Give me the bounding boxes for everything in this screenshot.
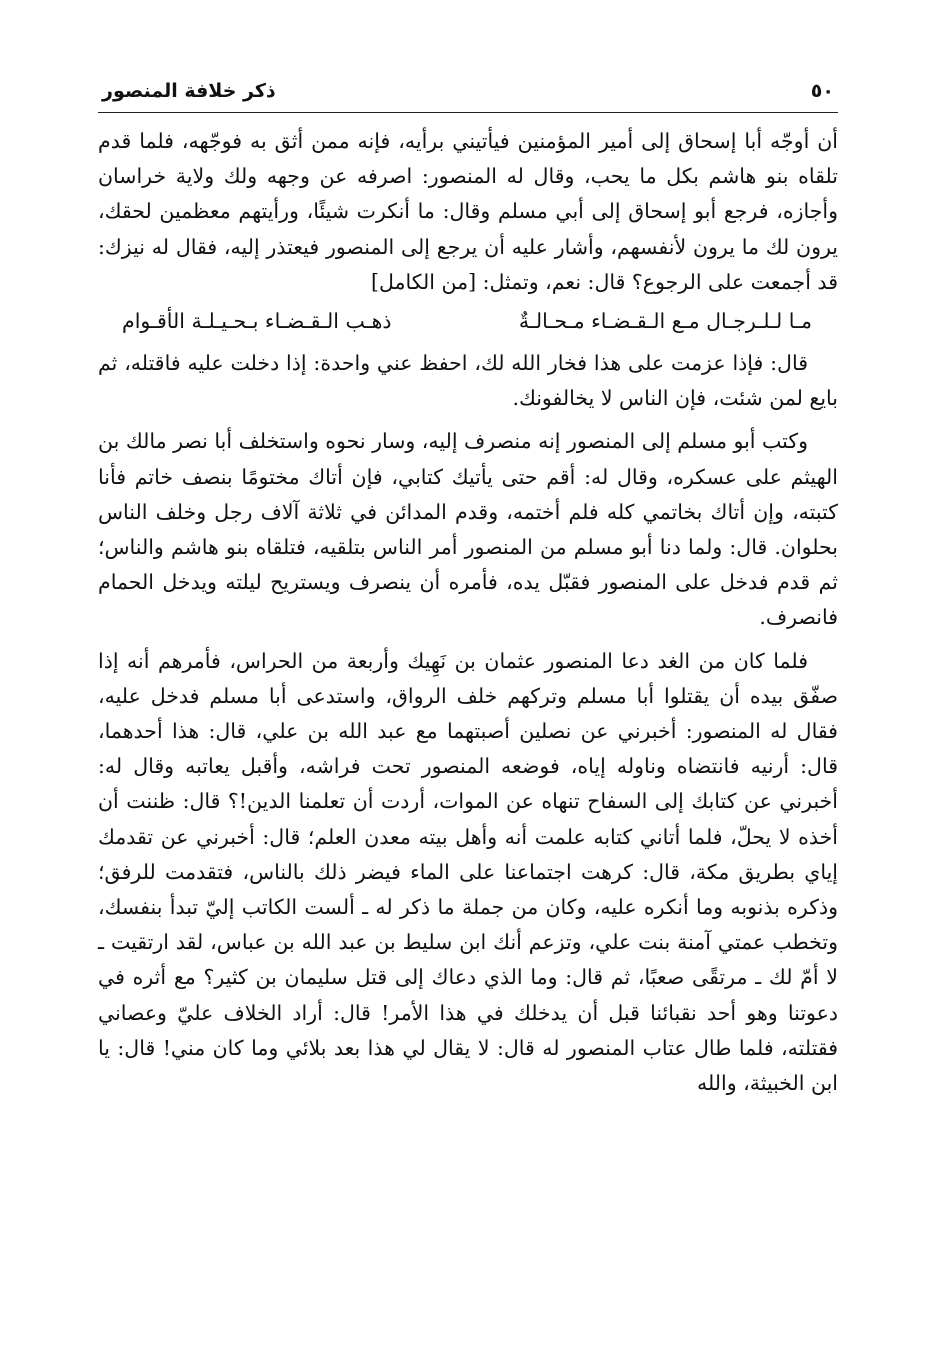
header-rule xyxy=(98,112,838,113)
page-number: ٥٠ xyxy=(810,80,834,102)
paragraph-4: فلما كان من الغد دعا المنصور عثمان بن نَهِيك وأربعة من الحراس، فأمرهم أنه إذا صفّق بيده أن يقتلوا أبا مسلم وتركهم خلف الرواق، واستدعى أبا مسلم فدخل عليه، فقال له المنصور: أخبرني عن نصلين أصبتهما مع عبد الله بن علي، قال: هذا أحدهما، قال: أرنيه فانتضاه وناوله إياه، فوضعه المنصور تحت فراشه، وأقبل يعاتبه وقال له: أخبرني عن كتابك إلى السفاح تنهاه عن الموات، أردت أن تعلمنا الدين!؟ قال: ظننت أن أخذه لا يحلّ، فلما أتاني كتابه علمت أنه وأهل بيته معدن العلم؛ قال: أخبرني عن تقدمك إياي بطريق مكة، قال: كرهت اجتماعنا على الماء فيضر ذلك بالناس، فتقدمت للرفق؛ وذكره بذنوبه وما أنكره عليه، وكان من جملة ما ذكر له ـ ألست الكاتب إليّ تبدأ بنفسك، وتخطب عمتي آمنة بنت علي، وتزعم أنك ابن سليط بن عبد الله بن عباس، لقد ارتقيت ـ لا أمّ لك ـ مرتقًى صعبًا، ثم قال: وما الذي دعاك إلى قتل سليمان بن كثير؟ مع أثره في دعوتنا وهو أحد نقبائنا قبل أن يدخلك في هذا الأمر! قال: أراد الخلاف عليّ وعصاني فقتلته، فلما طال عتاب المنصور له قال: لا يقال لي هذا بعد بلائي وما كان مني! قال: يا ابن الخبيثة، والله xyxy=(98,648,838,1096)
paragraph-3: وكتب أبو مسلم إلى المنصور إنه منصرف إليه، وسار نحوه واستخلف أبا نصر مالك بن الهيثم على عسكره، وقال له: أقم حتى يأتيك كتابي، فإن أتاك مختومًا بنصف خاتم فأنا كتبته، وإن أتاك بخاتمي كله فلم أختمه، وقدم المدائن في ثلاثة آلاف رجل وخلف الناس بحلوان. قال: ولما دنا أبو مسلم من المنصور أمر الناس بتلقيه، فتلقاه بنو هاشم والناس؛ ثم قدم فدخل على المنصور فقبّل يده، فأمره أن ينصرف ويستريح ليلته ويدخل الحمام فانصرف. xyxy=(98,429,838,630)
book-page xyxy=(98,72,838,1101)
poetry-verse xyxy=(98,302,838,340)
body-text xyxy=(98,124,838,1101)
chapter-title: ذكر خلافة المنصور xyxy=(102,80,276,102)
paragraph-2: قال: فإذا عزمت على هذا فخار الله لك، احفظ عني واحدة: إذا دخلت عليه فاقتله، ثم بايع لمن شئت، فإن الناس لا يخالفونك. xyxy=(98,351,838,411)
verse-first-hemistich: مـا لـلـرجـال مـع الـقـضـاء مـحـالـةٌ xyxy=(518,309,812,334)
running-head xyxy=(98,72,838,106)
verse-second-hemistich: ذهـب الـقـضـاء بـحـيـلـة الأقـوام xyxy=(122,309,392,334)
paragraph-1: أن أوجّه أبا إسحاق إلى أمير المؤمنين فيأتيني برأيه، فإنه ممن أثق به فوجّهه، فلما قدم تلقاه بنو هاشم بكل ما يحب، وقال له المنصور: اصرفه عن وجهه ولك ولاية خراسان وأجازه، فرجع أبو إسحاق إلى أبي مسلم وقال: ما أنكرت شيئًا، ورأيتهم معظمين لحقك، يرون لك ما يرون لأنفسهم، وأشار عليه أن يرجع إلى المنصور فيعتذر إليه، فقال له نيزك: قد أجمعت على الرجوع؟ قال: نعم، وتمثل: [من الكامل] xyxy=(98,129,838,294)
